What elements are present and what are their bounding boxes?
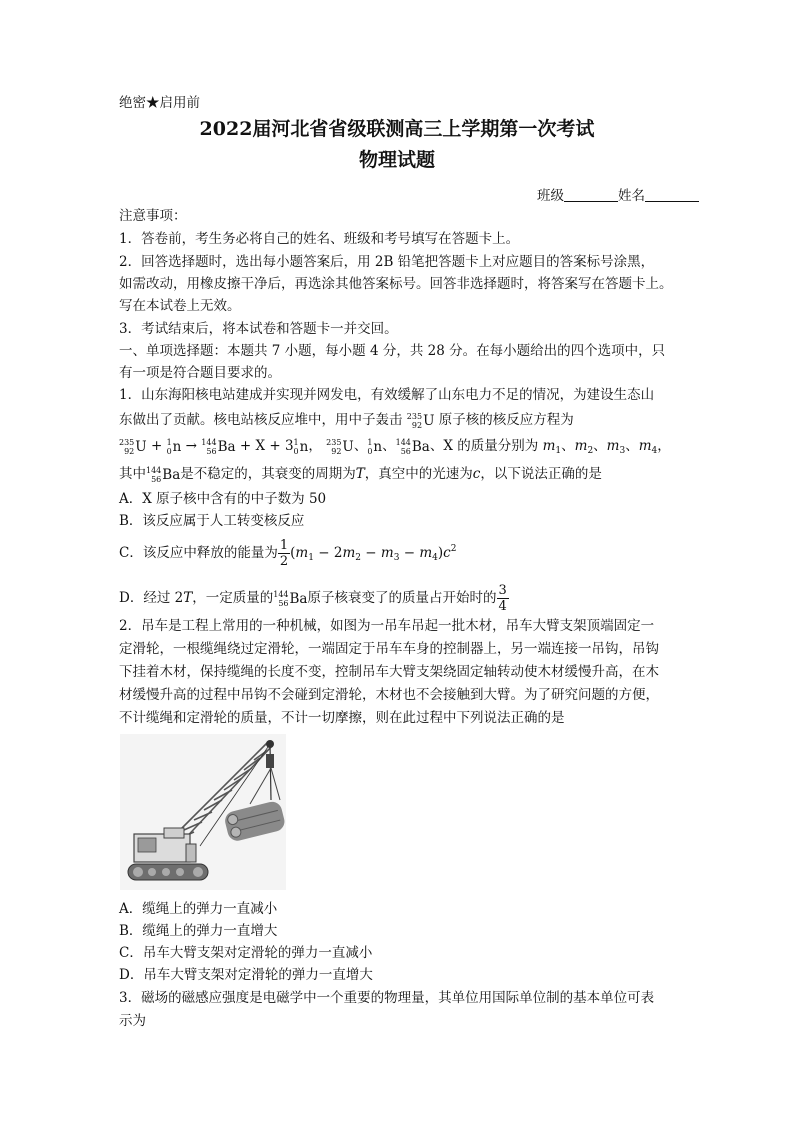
q1-line-4-mid2: ，真空中的光速为	[364, 466, 473, 482]
q2-line-4: 材缓慢升高的过程中吊钩不会碰到定滑轮，木材也不会接触到大臂。为了研究问题的方便，	[119, 687, 659, 703]
fraction-three-quarters: $\frac{3}{4}$	[498, 583, 507, 614]
light-speed-symbol: c	[472, 466, 481, 482]
q2-option-d[interactable]: D．吊车大臂支架对定滑轮的弹力一直增大	[119, 967, 373, 983]
note-2-line-3: 写在本试卷上无效。	[119, 298, 241, 314]
q1-option-d[interactable]	[119, 583, 509, 614]
confidential-mark: 绝密★启用前	[119, 95, 200, 111]
q1-option-c[interactable]: C．该反应中释放的能量为 $\frac{1}{2}$ $(m_1 - 2m_2 - m_3 - m_4)c^2$	[119, 538, 457, 569]
section-heading-line-1: 一、单项选择题：本题共 7 小题，每小题 4 分，共 28 分。在每小题给出的四个选项中，只	[119, 343, 666, 359]
period-symbol-d: T	[183, 590, 193, 606]
name-blank[interactable]	[645, 187, 699, 202]
q1-line-4-mid: 是不稳定的，其衰变的周期为	[180, 466, 356, 482]
q1-line-4	[119, 463, 602, 486]
class-label: 班级	[537, 188, 564, 204]
q2-option-a[interactable]: A．缆绳上的弹力一直减小	[119, 901, 278, 917]
q1-option-c-text: C．该反应中释放的能量为	[119, 545, 278, 561]
note-2-line-2: 如需改动，用橡皮擦干净后，再选涂其他答案标号。回答非选择题时，将答案写在答题卡上。	[119, 276, 673, 292]
q1-option-d-mid: ，一定质量的	[192, 590, 274, 606]
q1-mass-text: 的质量分别为	[457, 438, 539, 454]
eq-neutron-count: + 3	[269, 438, 294, 454]
q2-option-c[interactable]: C．吊车大臂支架对定滑轮的弹力一直减小	[119, 945, 373, 961]
list-ba144: 144 56 Ba	[395, 437, 430, 456]
period-symbol: T	[355, 466, 365, 482]
ba144-nuclide: 144 56 Ba	[146, 465, 181, 484]
q2-option-b[interactable]: B．缆绳上的弹力一直增大	[119, 923, 278, 939]
section-heading-line-2: 有一项是符合题目要求的。	[119, 365, 281, 381]
q2-line-2: 定滑轮，一根缆绳绕过定滑轮，一端固定于吊车车身的控制器上，另一端连接一吊钩，吊钩	[119, 641, 659, 657]
class-name-fields	[537, 185, 699, 207]
q1-line-4-end: ，以下说法正确的是	[480, 466, 602, 482]
q1-line-1: 1．山东海阳核电站建成并实现并网发电，有效缓解了山东电力不足的情况，为建设生态山	[119, 387, 655, 403]
q3-line-1: 3．磁场的磁感应强度是电磁学中一个重要的物理量，其单位用国际单位制的基本单位可表	[119, 990, 655, 1006]
name-label: 姓名	[618, 188, 645, 204]
hook-block	[266, 754, 274, 768]
list-u235: 235 92 U	[326, 437, 354, 456]
eq-neutron: 1 0 n	[166, 437, 182, 456]
fraction-half: $\frac{1}{2}$	[279, 538, 289, 569]
q1-line-2	[119, 409, 574, 432]
q1-option-d-text: D．经过 2	[119, 590, 184, 606]
u235-nuclide: 235 92 U	[406, 411, 435, 430]
q2-line-3: 下挂着木材，保持缆绳的长度不变，控制吊车大臂支架绕固定轴转动使木材缓慢升高，在木	[119, 664, 659, 680]
crane-tracks	[128, 864, 208, 880]
q3-line-2: 示为	[119, 1013, 146, 1029]
note-2-line-1: 2．回答选择题时，选出每小题答案后，用 2B 铅笔把答题卡上对应题目的答案标号涂黑，	[119, 254, 655, 270]
q1-option-d-end: 原子核衰变了的质量占开始时的	[307, 590, 497, 606]
q1-option-a[interactable]: A．X 原子核中含有的中子数为 50	[119, 491, 327, 507]
q1-line-4-start: 其中	[119, 466, 146, 482]
crane-image	[120, 734, 286, 890]
q2-line-1: 2．吊车是工程上常用的一种机械，如图为一吊车吊起一批木材，吊车大臂支架顶端固定一	[119, 618, 655, 634]
class-blank[interactable]	[564, 187, 618, 202]
note-1: 1．答卷前，考生务必将自己的姓名、班级和考号填写在答题卡上。	[119, 231, 520, 247]
q1-line-2-text-end: 原子核的核反应方程为	[438, 412, 574, 428]
note-3: 3．考试结束后，将本试卷和答题卡一并交回。	[119, 321, 398, 337]
list-neutron: 1 0 n	[367, 437, 383, 456]
notes-heading: 注意事项：	[119, 208, 187, 224]
eq-neutron-product: 1 0 n	[293, 437, 309, 456]
q1-line-2-text: 东做出了贡献。核电站核反应堆中，用中子轰击	[119, 412, 403, 428]
eq-ba144: 144 56 Ba	[201, 437, 236, 456]
q2-line-5: 不计缆绳和定滑轮的质量，不计一切摩擦，则在此过程中下列说法正确的是	[119, 710, 565, 726]
eq-u235: 235 92 U	[119, 437, 147, 456]
exam-subtitle: 物理试题	[358, 149, 435, 171]
exam-title: 2022届河北省省级联测高三上学期第一次考试	[199, 118, 595, 140]
q1-option-b[interactable]: B．该反应属于人工转变核反应	[119, 513, 305, 529]
ba144-nuclide-d: 144 56 Ba	[273, 589, 308, 608]
q1-line-3: 235 92 U + 1 0 n → 144 56 Ba + X + 3 1 0 n， 235 92 U、 1 0 n、 144 56 Ba、X 的质量分别为 $m_1$、$m_2$、$m_3$、$m_4$，	[119, 437, 671, 456]
